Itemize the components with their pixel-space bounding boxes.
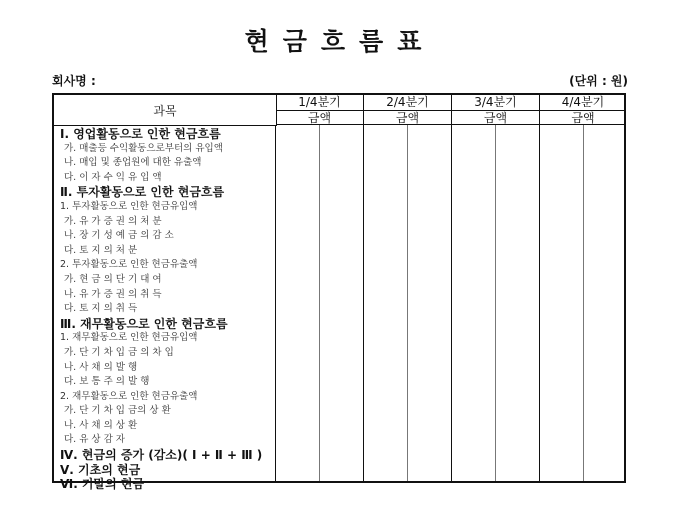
subject-row: 가. 단 기 차 입 금 의 차 입 <box>64 346 174 358</box>
quarter-header <box>364 95 452 125</box>
subject-row: 나. 장 기 성 예 금 의 감 소 <box>64 230 174 242</box>
subject-row: 2. 투자활동으로 인한 현금유출액 <box>60 259 198 271</box>
subject-row: Ⅰ. 영업활동으로 인한 현금흐름 <box>60 127 221 141</box>
column-divider <box>451 125 452 481</box>
subject-rows <box>60 127 276 492</box>
subject-row: Ⅱ. 투자활동으로 인한 현금흐름 <box>60 185 225 200</box>
amount-label: 금액 <box>571 111 595 125</box>
column-divider <box>275 125 276 481</box>
subject-row: 나. 사 채 의 발 행 <box>64 361 138 373</box>
document-title: 현금흐름표 <box>244 27 436 56</box>
subject-row: 1. 재무활동으로 인한 현금유입액 <box>60 332 198 344</box>
subject-header: 과목 <box>54 95 277 126</box>
subject-row: 가. 매출등 수익활동으로부터의 유입액 <box>64 142 223 154</box>
subject-row: 가. 현 금 의 단 기 대 여 <box>64 273 162 285</box>
quarter-header <box>276 95 364 125</box>
amount-cell-divider <box>495 125 496 481</box>
subject-row: Ⅵ. 기말의 현금 <box>60 477 145 492</box>
amount-label: 금액 <box>395 111 420 125</box>
quarter-label: 1/4분기 <box>276 95 363 111</box>
subject-row: 다. 토 지 의 처 분 <box>64 244 138 256</box>
subject-row: Ⅲ. 재무활동으로 인한 현금흐름 <box>60 316 228 331</box>
column-divider <box>539 125 540 481</box>
subject-row: Ⅳ. 현금의 증가 (감소)( Ⅰ + Ⅱ + Ⅲ ) <box>60 448 263 463</box>
quarter-label: 4/4분기 <box>540 95 626 111</box>
amount-label: 금액 <box>483 111 508 125</box>
subject-row: 나. 유 가 증 권 의 취 득 <box>64 288 162 300</box>
amount-cell-divider <box>407 125 408 481</box>
subject-row: 다. 토 지 의 취 득 <box>64 303 138 315</box>
subject-row: 나. 매입 및 종업원에 대한 유출액 <box>64 157 202 169</box>
company-name-label: 회사명 : <box>52 74 96 88</box>
subject-row: 1. 투자활동으로 인한 현금유입액 <box>60 200 198 212</box>
quarter-label: 3/4분기 <box>452 95 539 111</box>
amount-label: 금액 <box>307 111 332 125</box>
subject-row: 가. 유 가 증 권 의 처 분 <box>64 215 162 227</box>
quarter-label: 2/4분기 <box>364 95 451 111</box>
cash-flow-table <box>52 93 626 492</box>
quarter-header <box>452 95 540 125</box>
amount-cell-divider <box>583 125 584 481</box>
subject-row: 나. 사 채 의 상 환 <box>64 419 138 431</box>
subject-row: 다. 유 상 감 자 <box>64 434 125 446</box>
subject-row: 다. 보 통 주 의 발 행 <box>64 376 150 388</box>
subject-row: 2. 재무활동으로 인한 현금유출액 <box>60 390 198 402</box>
amount-cell-divider <box>319 125 320 481</box>
subject-row: 가. 단 기 차 입 금의 상 환 <box>64 405 171 417</box>
subject-row: 다. 이 자 수 익 유 입 액 <box>64 171 162 183</box>
column-divider <box>363 125 364 481</box>
unit-label: (단위 : 원) <box>569 74 628 88</box>
quarter-header <box>540 95 626 125</box>
subject-row: Ⅴ. 기초의 현금 <box>60 462 141 477</box>
